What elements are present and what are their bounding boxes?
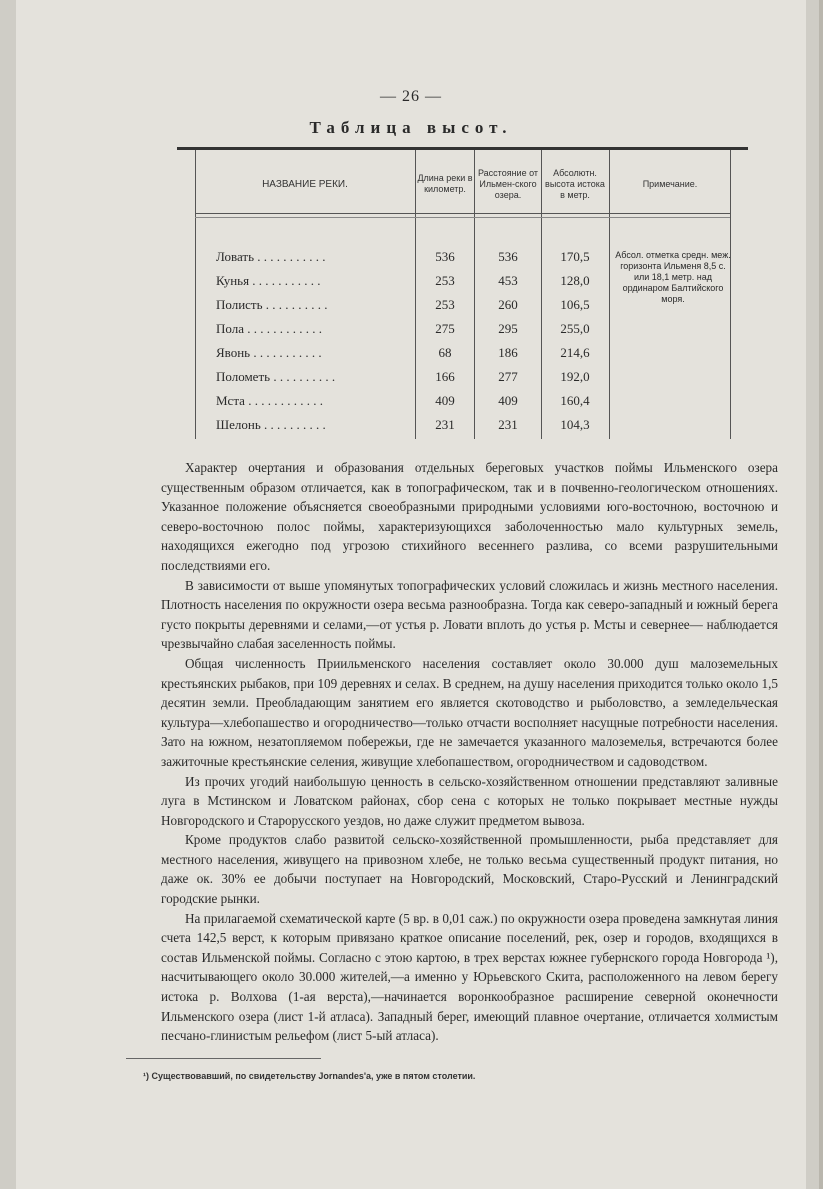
header-note: Примечание.	[642, 178, 698, 189]
table-row	[177, 321, 748, 341]
heights-table	[177, 147, 748, 439]
river-name: Мста . . . . . . . . . . . .	[216, 393, 323, 408]
river-distance: 231	[498, 417, 518, 432]
river-length: 536	[435, 249, 455, 264]
header-river-name: НАЗВАНИЕ РЕКИ.	[262, 178, 348, 190]
river-length: 231	[435, 417, 455, 432]
paragraph: Характер очертания и образования отдельных береговых участков поймы Ильменского озера существенным образом отличается, как в топографическом, так и в почвенно-геологическом отношениях. Указанное положение объясняется своеобразными природными условиями юго-восточною, восточною и северо-восточною полос поймы, характеризующихся заболоченностью мало культурных земель, находящихся ежегодно под угрозою стихийного весеннего разлива, со всеми разрушительными последствиями его.	[161, 460, 778, 573]
paragraph: На прилагаемой схематической карте (5 вр. в 0,01 саж.) по окружности озера проведена замкнутая линия счета 142,5 верст, к которым привязано краткое описание поселений, рек, озер и городов, входящихся в состав Ильменской поймы. Согласно с этою картою, в трех верстах южнее губернского города Новгорода ¹), насчитывающего около 30.000 жителей,—а именно у Юрьевского Скита, расположенного на левом берегу истока р. Волхова (1-ая верста),—начинается воронкообразное расширение северной оконечности Ильменского озера (лист 1-й атласа). Западный берег, имеющий плавное очертание, отличается холмистым песчано-глинистым рельефом (лист 5-ый атласа).	[161, 910, 778, 1044]
river-length: 166	[435, 369, 455, 384]
table-title: Таблица высот.	[309, 118, 513, 137]
footnote: ¹) Существовавший, по свидетельству Jornandes'а, уже в пятом столетии.	[143, 1071, 476, 1081]
paragraph: Общая численность Приильменского населения составляет около 30.000 душ малоземельных крестьянских рыбаков, при 109 деревнях и селах. В среднем, на душу населения приходится только около 1,5 десятин земли. Преобладающим занятием его является скотоводство и рыболовство, а земледельческая культура—хлебопашество и огородничество—только отчасти восполняет насущные потребности населения. Зато на южном, незатопляемом побережьи, где не замечается указанного малоземелья, встречаются более зажиточные крестьянские селения, живущие хлебопашеством, огородничеством и садоводством.	[161, 655, 778, 769]
river-height: 160,4	[560, 393, 590, 408]
river-length: 409	[435, 393, 455, 408]
table-header-rule	[195, 213, 730, 214]
footnote-rule	[126, 1058, 321, 1059]
river-length: 68	[438, 345, 452, 360]
document-page	[16, 0, 806, 1189]
river-distance: 409	[498, 393, 518, 408]
river-name: Ловать . . . . . . . . . . .	[216, 249, 326, 264]
river-distance: 186	[498, 345, 518, 360]
table-note: Абсол. отметка средн. меж. горизонта Ильменя 8,5 с. или 18,1 метр. над ординаром Балтийского моря.	[615, 250, 731, 304]
river-distance: 260	[498, 297, 518, 312]
paragraph: Кроме продуктов слабо развитой сельско-хозяйственной промышленности, рыба представляет для местного населения, живущего на привозном хлебе, не только весьма существенный продукт питания, но даже ок. 30% ее добычи поступает на Новгородский, Московский, Старо-Русский и Ленинградский городские рынки.	[161, 832, 778, 907]
river-height: 104,3	[560, 417, 590, 432]
river-height: 192,0	[560, 369, 590, 384]
paragraph: Из прочих угодий наибольшую ценность в сельско-хозяйственном отношении представляют заливные луга в Мстинском и Ловатском районах, сбор сена с которых не только покрывает местные нужды Новгородского и Старорусского уездов, но даже служит предметом вывоза.	[161, 773, 778, 828]
river-height: 255,0	[560, 321, 590, 336]
header-length: Длина реки в километр.	[417, 173, 473, 194]
header-distance: Расстояние от Ильмен-ского озера.	[477, 167, 539, 200]
paragraph: В зависимости от выше упомянутых топографических условий сложилась и жизнь местного населения. Плотность населения по окружности озера весьма разнообразна. Тогда как северо-западный и южный берега густо покрыты деревнями и селами,—от устья р. Ловати вплоть до устья р. Мсты и севернее— наблюдается чрезвычайно слабая заселенность поймы.	[161, 577, 778, 652]
river-distance: 295	[498, 321, 518, 336]
river-length: 253	[435, 297, 455, 312]
river-name: Явонь . . . . . . . . . . .	[216, 345, 322, 360]
river-height: 170,5	[560, 249, 590, 264]
river-length: 253	[435, 273, 455, 288]
table-row	[177, 417, 748, 437]
river-name: Кунья . . . . . . . . . . .	[216, 273, 321, 288]
header-height: Абсолютн. высота истока в метр.	[545, 167, 605, 200]
river-name: Пола . . . . . . . . . . . .	[216, 321, 322, 336]
body-text	[161, 458, 778, 1046]
river-length: 275	[435, 321, 455, 336]
river-distance: 453	[498, 273, 518, 288]
river-name: Полометь . . . . . . . . . .	[216, 369, 336, 384]
river-height: 214,6	[560, 345, 590, 360]
page-edge	[819, 0, 823, 1189]
river-name: Полисть . . . . . . . . . .	[216, 297, 328, 312]
river-name: Шелонь . . . . . . . . . .	[216, 417, 326, 432]
table-row	[177, 369, 748, 389]
table-row	[177, 345, 748, 365]
table-top-rule	[177, 147, 748, 150]
table-header-rule	[195, 217, 730, 218]
river-height: 128,0	[560, 273, 590, 288]
river-distance: 277	[498, 369, 518, 384]
river-height: 106,5	[560, 297, 590, 312]
table-row	[177, 393, 748, 413]
river-distance: 536	[498, 249, 518, 264]
page-number: — 26 —	[380, 88, 442, 105]
